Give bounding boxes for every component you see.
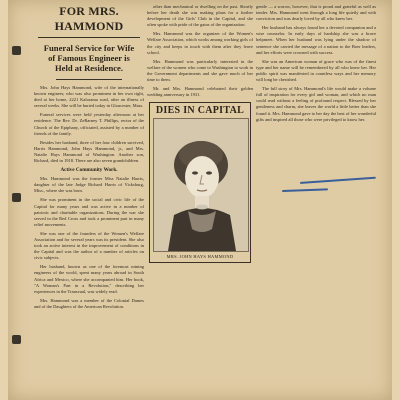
article-paragraph: She was prominent in the social and civic life of the Capital for many years and was active in a number of patriotic and charitable organizations. During the war she served in the Red Cross and took a prominent part in many relief movements. bbox=[34, 197, 144, 227]
photo-box-title: DIES IN CAPITAL bbox=[155, 105, 245, 117]
article-paragraph: other than mechanical or dwelling on the past. Shortly before her death she was making plans for a further development of the Girls' Club in the Capital, and she often spoke with pride of the gains of the organization. bbox=[147, 4, 253, 28]
article-paragraph: Mr. and Mrs. Hammond celebrated their golden wedding anniversary in 1931. bbox=[147, 86, 253, 98]
headline: FOR MRS. HAMMOND bbox=[54, 4, 124, 33]
subheadline: Funeral Service for Wife of Famous Engineer is Held at Residence. bbox=[43, 43, 135, 73]
binder-hole bbox=[12, 335, 21, 344]
article-paragraph: gentle — a sorrow, however, that is proud and grateful as well as tender. Mrs. Hammond went through a long life quietly and with conviction and was dearly loved by all who knew her. bbox=[256, 4, 376, 22]
headline-rule bbox=[38, 37, 140, 38]
article-paragraph: She was an American woman of grace who was of the finest type and her name will be remembered by all who knew her. Her public spirit was manifested in countless ways and her memory will long be cherished. bbox=[256, 58, 376, 83]
article-paragraph: Funeral services were held yesterday afternoon at her residence. The Rev. Dr. ZeBarney T. Phillips, rector of the Church of the Epiphany, officiated, assisted by a number of friends of the family. bbox=[34, 112, 144, 136]
section-subhead: Active Community Work. bbox=[60, 167, 118, 174]
portrait-photo bbox=[153, 118, 249, 252]
right-column bbox=[256, 0, 376, 396]
binder-hole bbox=[12, 46, 21, 55]
binder-hole bbox=[12, 193, 21, 202]
article-paragraph: Her husband, known as one of the foremost mining engineers of the world, spent many years abroad in South Africa and Mexico, where she accompanied him. Her book, "A Woman's Part in a Revolution," describing her experiences in the Transvaal, was widely read. bbox=[34, 264, 144, 294]
photo-caption: MRS. JOHN HAYS HAMMOND bbox=[166, 254, 234, 260]
article-paragraph: Mrs. Hammond was the former Miss Natalie Harris, daughter of the late Judge Richard Harris of Vicksburg, Miss., where she was born. bbox=[34, 176, 144, 194]
article-paragraph: She was one of the founders of the Women's Welfare Association and for several years was its president. She also took an active interest in the improvement of conditions in the Capital and was the author of a number of articles on civic subjects. bbox=[34, 230, 144, 261]
left-column bbox=[34, 0, 144, 396]
article-paragraph: Mrs. John Hays Hammond, wife of the internationally known engineer, who was also prominent in her own right, died at her home, 2221 Kalorama road, after an illness of several weeks. She will be buried today in Gloucester, Mass. bbox=[34, 85, 144, 109]
article-paragraph: The full story of Mrs. Hammond's life would make a volume full of inspiration for every girl and woman, and which no man could read without a feeling of profound respect. Blessed by her gentleness and charm, she leaves the world a little better than she found it. Mrs. Hammond gave to her day the best of her wonderful gifts and inspired all those who were privileged to know her. bbox=[256, 86, 376, 122]
article-paragraph: Mrs. Hammond was particularly interested in the welfare of the women who come to Washington to work in the Government departments and she gave much of her time to them. bbox=[147, 58, 253, 83]
article-paragraph: Her husband has always found her a devoted companion and a wise counselor. In early days of hardship she was a brave helpmeet. When her husband was lying under the shadow of sentence she carried the message of a nation to the Boer leaders, and her efforts were crowned with success. bbox=[256, 25, 376, 55]
photo-box bbox=[149, 102, 251, 263]
article-paragraph: Mrs. Hammond was a member of the Colonial Dames and of the Daughters of the American Revolution. bbox=[34, 297, 144, 309]
subheadline-rule bbox=[56, 79, 122, 80]
article-paragraph: Besides her husband, three of her four children survived, Harris Hammond, John Hays Hammond, jr., and Mrs. Natalie Hays Hammond of Washington. Another son, Richard, died in 1918. There are also seven grandchildren. bbox=[34, 139, 144, 164]
portrait-image bbox=[154, 119, 248, 251]
article-paragraph: Mrs. Hammond was the organizer of the Women's Welfare Association, which works among working girls of the city and keeps in touch with them after they leave school. bbox=[147, 31, 253, 55]
middle-column bbox=[147, 0, 253, 396]
